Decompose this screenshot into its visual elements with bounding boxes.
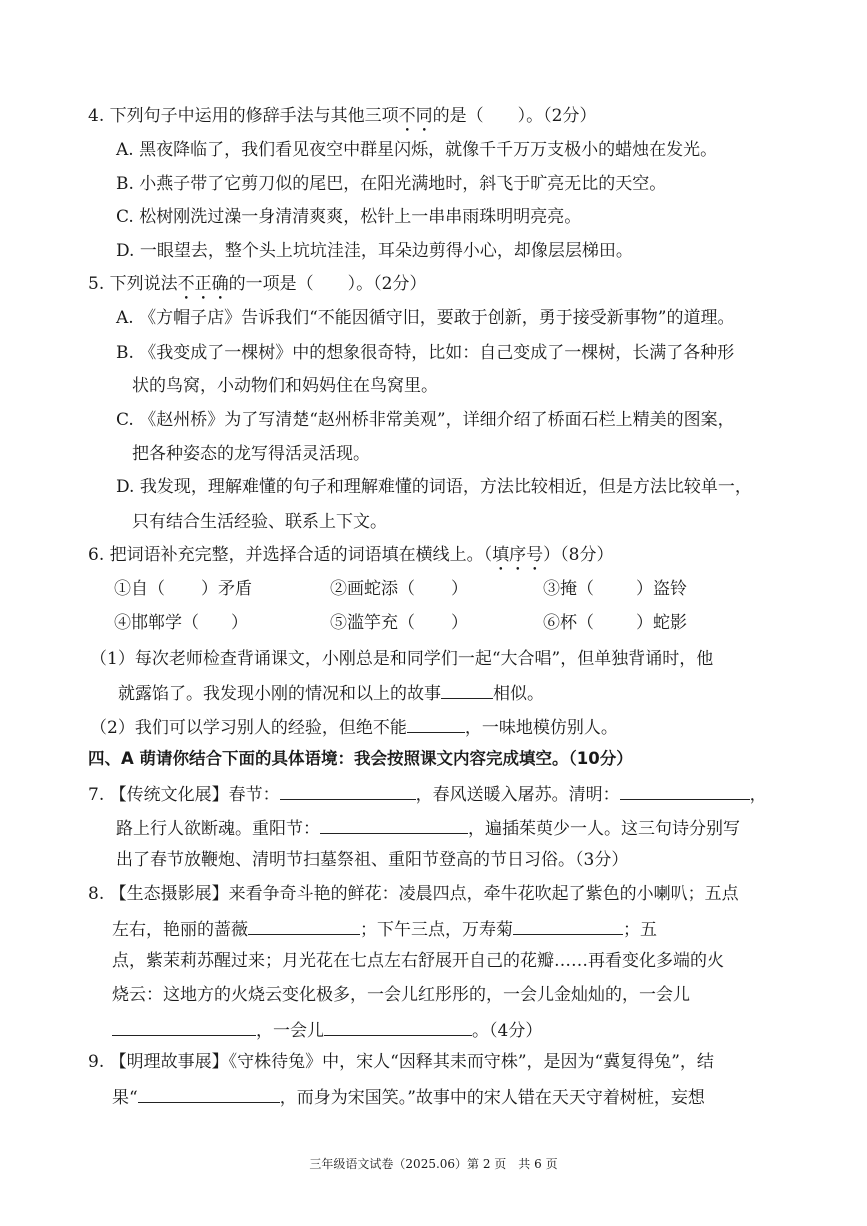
q8-line5: ，一会儿 。（4分） [112,1017,542,1043]
q6-item-1[interactable]: ①自（ ）矛盾 [114,579,252,599]
q8-line4: 烧云：这地方的火烧云变化极多，一会儿红彤彤的，一会儿金灿灿的，一会儿 [112,985,690,1005]
q7-line1: 7. 【传统文化展】春节： ，春风送暖入屠苏。清明： ， [88,781,767,807]
q7-blank-spring[interactable] [280,781,416,800]
q6-item-2[interactable]: ②画蛇添（ ） [330,579,468,599]
q6-sub2: （2）我们可以学习别人的经验，但绝不能 ，一味地模仿别人。 [90,714,618,740]
q6-item-5[interactable]: ⑤滥竽充（ ） [330,613,468,633]
q6-sub1-blank[interactable] [441,680,493,699]
q6-item-3[interactable]: ③掩（ ）盗铃 [543,579,687,599]
q7-line3: 出了春节放鞭炮、清明节扫墓祭祖、重阳节登高的节日习俗。（3分） [116,850,629,870]
q6-item-4[interactable]: ④邯郸学（ ） [114,613,248,633]
q5-option-d-line1: D. 我发现，理解难懂的句子和理解难懂的词语，方法比较相近，但是方法比较单一， [116,477,752,497]
q8-blank-cloud-2[interactable] [324,1017,472,1036]
q6-sub2-blank[interactable] [407,714,465,733]
q5-option-d-line2: 只有结合生活经验、联系上下文。 [132,512,387,532]
q6-item-6[interactable]: ⑥杯（ ）蛇影 [543,613,687,633]
page-footer: 三年级语文试卷（2025.06）第 2 页 共 6 页 [309,1157,558,1171]
q5-option-c-line1: C. 《赵州桥》为了写清楚“赵州桥非常美观”，详细介绍了桥面石栏上精美的图案， [116,410,735,430]
q8-blank-cloud-1[interactable] [112,1017,256,1036]
q9-blank[interactable] [138,1084,280,1103]
q5-stem: 5. 下列说法不正确的一项是（ ）。（2分） [88,274,427,294]
q7-line2: 路上行人欲断魂。重阳节： ，遍插茱萸少一人。这三句诗分别写 [116,815,740,841]
q7-blank-qingming[interactable] [620,781,750,800]
q9-line1: 9. 【明理故事展】《守株待兔》中，宋人“因释其耒而守株”，是因为“冀复得兔”，结 [88,1052,714,1072]
q8-line1: 8. 【生态摄影展】来看争奇斗艳的鲜花：凌晨四点，牵牛花吹起了紫色的小喇叭；五点 [88,884,739,904]
q4-option-d: D. 一眼望去，整个头上坑坑洼洼，耳朵边剪得小心，却像层层梯田。 [116,241,633,261]
q4-option-a: A. 黑夜降临了，我们看见夜空中群星闪烁，就像千千万万支极小的蜡烛在发光。 [116,140,718,160]
q5-option-b-line2: 状的鸟窝，小动物们和妈妈住在鸟窝里。 [132,376,438,396]
q6-sub1-line1: （1）每次老师检查背诵课文，小刚总是和同学们一起“大合唱”，但单独背诵时，他 [90,649,714,669]
q8-blank-rose[interactable] [248,916,360,935]
q4-emphasis: 不同 [398,106,433,126]
section-4-heading: 四、A 萌请你结合下面的具体语境：我会按照课文内容完成填空。（10分） [88,749,633,768]
q8-line3: 点，紫茉莉苏醒过来；月光花在七点左右舒展开自己的花瓣……再看变化多端的火 [112,951,724,971]
q6-stem: 6. 把词语补充完整，并选择合适的词语填在横线上。（填序号）（8分） [88,545,614,565]
q4-option-b: B. 小燕子带了它剪刀似的尾巴，在阳光满地时，斜飞于旷亮无比的天空。 [116,174,667,194]
q5-emphasis: 不正确 [177,274,229,294]
q6-emphasis: 填序号 [492,545,544,565]
q4-stem: 4. 下列句子中运用的修辞手法与其他三项不同的是（ ）。（2分） [88,106,597,126]
q5-option-c-line2: 把各种姿态的龙写得活灵活现。 [132,444,370,464]
q5-option-a: A. 《方帽子店》告诉我们“不能因循守旧，要敢于创新，勇于接受新事物”的道理。 [116,308,735,328]
q4-option-c: C. 松树刚洗过澡一身清清爽爽，松针上一串串雨珠明明亮亮。 [116,207,582,227]
q8-blank-marigold[interactable] [513,916,623,935]
q8-line2: 左右，艳丽的蔷薇 ；下午三点，万寿菊 ；五 [112,916,657,942]
q9-line2: 果“ ，而身为宋国笑。”故事中的宋人错在天天守着树桩，妄想 [112,1084,705,1110]
q5-option-b-line1: B. 《我变成了一棵树》中的想象很奇特，比如：自己变成了一棵树，长满了各种形 [116,343,735,363]
q6-sub1-line2: 就露馅了。我发现小刚的情况和以上的故事 相似。 [118,680,544,706]
q7-blank-chongyang[interactable] [320,815,468,834]
